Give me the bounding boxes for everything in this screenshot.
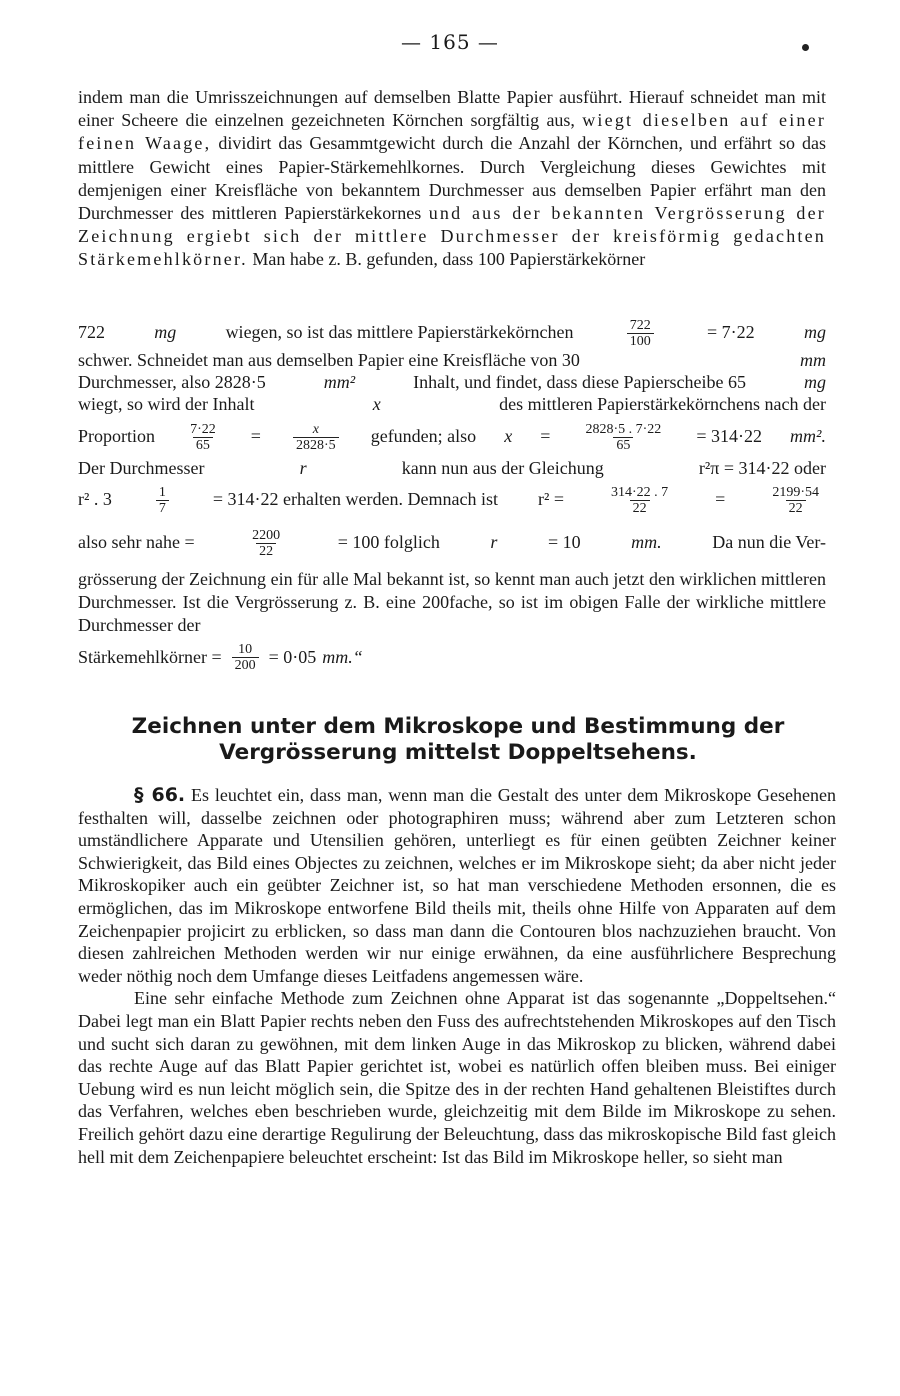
unit-mg: mg bbox=[803, 372, 826, 393]
fraction bbox=[232, 642, 259, 673]
fraction bbox=[582, 422, 664, 453]
text-run: Der Durchmesser bbox=[78, 458, 205, 479]
fraction-denominator: 65 bbox=[193, 437, 213, 453]
section-heading bbox=[78, 714, 838, 766]
emphasized-text: wiegt dieselben auf einer feinen Waage, bbox=[78, 110, 827, 154]
unit-mm2: mm² bbox=[323, 372, 356, 393]
text-run: wiegt, so wird der Inhalt bbox=[78, 394, 255, 415]
text-run: = 314·22 erhalten werden. Demnach ist bbox=[212, 489, 498, 510]
text-run: schwer. Schneidet man aus demselben Papier eine Kreisfläche von 30 bbox=[78, 350, 580, 371]
unit-mg: mg bbox=[803, 322, 826, 343]
unit-mm: mm. bbox=[631, 532, 662, 553]
proportion-line bbox=[78, 416, 826, 458]
variable-x: x bbox=[504, 426, 513, 447]
fraction-numerator: 7·22 bbox=[190, 421, 216, 437]
text-line bbox=[78, 350, 826, 372]
text-run: also sehr nahe = bbox=[78, 532, 195, 553]
text-run: Durchmesser, also 2828·5 bbox=[78, 372, 266, 393]
page-number: — 165 — bbox=[401, 30, 499, 54]
text-run: = 100 folglich bbox=[337, 532, 440, 553]
unit-mm: mm bbox=[800, 350, 826, 371]
text-run: = 7·22 bbox=[707, 322, 755, 343]
text-run: Es leuchtet ein, dass man, wenn man die Gestalt des unter dem Mikroskope Gesehenen festhalten will, dasselbe zeichnen oder photographiren muss; während aber zum Letzteren schon umständlichere Apparate und Utensilien gehören, unterliegt es für einen geübten Zeichner keiner Schwierigkeit, das Bild eines Objectes zu zeichnen, welches er im Mikroskope sieht; da aber nicht jeder Mikroskopiker auch ein geübter Zeichner ist, so hat man verschiedene Methoden ersonnen, die es ermöglichen, das im Mikroskope entworfene Bild theils mit, theils ohne Hilfe von Apparaten auf dem Zeichenpapier projicirt zu erblicken, so dass man dann die Contouren blos nachzuziehen braucht. Von diesen zahlreichen Methoden werden wir nur einige erwähnen, da eine ausführlichere Besprechung weder nöthig noch dem Umfange dieses Leitfadens angemessen wäre. bbox=[78, 785, 836, 986]
paragraph bbox=[78, 784, 836, 987]
fraction bbox=[608, 485, 671, 516]
text-run: des mittleren Papierstärkekörnchens nach der bbox=[499, 394, 826, 415]
text-run: 722 bbox=[78, 322, 105, 343]
fraction-denominator: 2828·5 bbox=[293, 437, 339, 453]
fraction bbox=[249, 528, 283, 559]
equals-sign: = bbox=[250, 426, 261, 447]
fraction-denominator: 65 bbox=[613, 437, 633, 453]
fraction bbox=[769, 485, 822, 516]
fraction-numerator: x bbox=[312, 421, 319, 437]
fraction-numerator: 2828·5 . 7·22 bbox=[585, 421, 662, 437]
fraction-denominator: 100 bbox=[627, 333, 654, 349]
text-run: wiegen, so ist das mittlere Papierstärkekörnchen bbox=[225, 322, 574, 343]
emphasized-text: und aus der bekannten Vergrösserung der Zeichnung ergiebt sich der mittlere Durchmesser der kreisförmig gedachten Stärkemehlkörner. bbox=[78, 203, 827, 270]
text-run: gefunden; also bbox=[370, 426, 477, 447]
unit-mm: mm.“ bbox=[322, 647, 363, 667]
paragraph: Eine sehr einfache Methode zum Zeichnen ohne Apparat ist das sogenannte „Doppeltsehen.“ Dabei legt man ein Blatt Papier rechts neben den Fuss des aufrechtstehenden Mikroskopes auf den Tisch und sucht sich daran zu gewöhnen, mit dem linken Auge in das Mikroskop zu blicken, während dabei das rechte Auge auf das Blatt Papier gerichtet ist, wobei es natürlich offen bleiben muss. Bei einiger Uebung wird es nun leicht möglich sein, die Spitze des in der rechten Hand gehaltenen Bleistiftes durch das Verfahren, welches eben beschrieben wurde, gleichzeitig mit dem Bilde im Mikroskope zu sehen. Freilich gehört dazu eine derartige Regulirung der Beleuchtung, dass das mikroskopische Bild fast gleich hell mit dem Zeichenpapiere beleuchtet erscheint: Ist das Bild im Mikroskope heller, so sieht man bbox=[78, 988, 836, 1167]
upper-text-block bbox=[78, 86, 826, 272]
unit-mg: mg bbox=[154, 322, 177, 343]
fraction-denominator: 22 bbox=[256, 543, 276, 559]
fraction-denominator: 22 bbox=[630, 500, 650, 516]
section-number: § 66. bbox=[134, 784, 186, 806]
text-line bbox=[78, 372, 826, 394]
fraction-denominator: 7 bbox=[156, 500, 169, 516]
text-line bbox=[78, 458, 826, 480]
equals-sign: = bbox=[540, 426, 551, 447]
fraction bbox=[187, 422, 219, 453]
equation-line bbox=[78, 520, 826, 566]
fraction-denominator: 200 bbox=[232, 657, 259, 673]
heading-line-1: Zeichnen unter dem Mikroskope und Bestimmung der bbox=[131, 714, 785, 739]
formula-block bbox=[78, 316, 826, 678]
ink-spot bbox=[802, 44, 809, 51]
variable-x: x bbox=[372, 394, 381, 415]
equation: r²π = 314·22 oder bbox=[698, 458, 826, 479]
equation-line bbox=[78, 638, 826, 678]
text-run: kann nun aus der Gleichung bbox=[401, 458, 604, 479]
text-run: = 0·05 bbox=[268, 647, 317, 667]
equation-line bbox=[78, 480, 826, 520]
fraction-denominator: 22 bbox=[786, 500, 806, 516]
text-run: dividirt das Gesammtgewicht durch die Anzahl der Körnchen, und erfährt so das mittlere Gewicht eines Papier-Stärkemehlkornes. Durch Vergleichung dieses Gewichtes mit demjenigen einer Kreisfläche von bekanntem Durchmesser aus demselben Papier erfährt man den Durchmesser des mittleren Papierstärkekornes bbox=[78, 133, 826, 224]
text-run: Proportion bbox=[78, 426, 156, 447]
fraction-numerator: 1 bbox=[158, 484, 166, 500]
formula-line-1 bbox=[78, 316, 826, 350]
text-run: Inhalt, und findet, dass diese Papierscheibe 65 bbox=[413, 372, 746, 393]
fraction-numerator: 2199·54 bbox=[772, 484, 819, 500]
text-run: r² = bbox=[537, 489, 564, 510]
equals-sign: = bbox=[715, 489, 726, 510]
fraction-numerator: 2200 bbox=[252, 527, 281, 543]
text-line bbox=[78, 394, 826, 416]
fraction-numerator: 314·22 . 7 bbox=[611, 484, 669, 500]
fraction bbox=[627, 318, 654, 349]
unit-mm2: mm². bbox=[790, 426, 826, 447]
text-run: = 314·22 bbox=[696, 426, 762, 447]
text-run: = 10 bbox=[547, 532, 581, 553]
text-run: indem man die Umrisszeichnungen auf demselben Blatte Papier ausführt. Hierauf schneidet man mit einer Scheere die einzelnen gezeichneten Körnchen sorgfältig aus, bbox=[78, 87, 826, 131]
fraction-numerator: 722 bbox=[629, 317, 651, 333]
fraction bbox=[156, 485, 169, 516]
paragraph-continuation bbox=[78, 86, 826, 272]
heading-line-2: Vergrösserung mittelst Doppeltsehens. bbox=[219, 740, 697, 765]
variable-r: r bbox=[299, 458, 307, 479]
fraction-numerator: 10 bbox=[238, 642, 253, 658]
paragraph: grösserung der Zeichnung ein für alle Mal bekannt ist, so kennt man auch jetzt den wirklichen mittleren Durchmesser. Ist die Vergrösserung z. B. eine 200fache, so ist im obigen Falle der wirkliche mittlere Durchmesser der bbox=[78, 569, 826, 636]
text-run: Stärkemehlkörner = bbox=[78, 647, 222, 667]
variable-r: r bbox=[490, 532, 498, 553]
text-run: Man habe z. B. gefunden, dass 100 Papierstärkekörner bbox=[252, 249, 646, 270]
section-body bbox=[78, 784, 836, 1168]
text-run: Da nun die Ver- bbox=[712, 532, 826, 553]
fraction bbox=[293, 422, 339, 453]
text-run: r² . 3 bbox=[78, 489, 112, 510]
